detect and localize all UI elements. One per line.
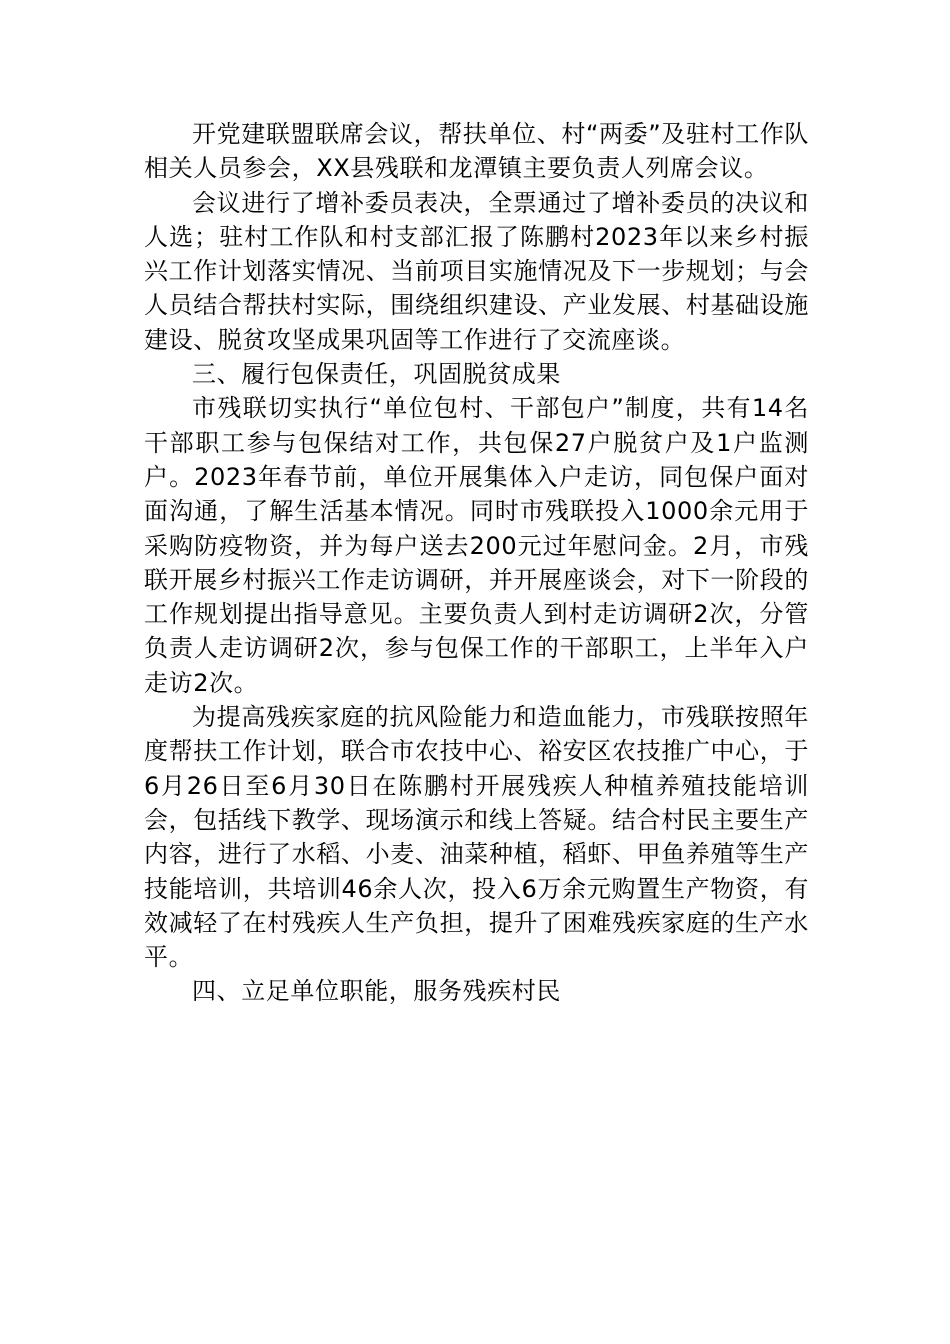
paragraph-training: 为提高残疾家庭的抗风险能力和造血能力，市残联按照年度帮扶工作计划，联合市农技中心、裕安区农技推广中心，于6月26日至6月30日在陈鹏村开展残疾人种植养殖技能培训会，包括线下教学、现场演示和线上答疑。结合村民主要生产内容，进行了水稻、小麦、油菜种植，稻虾、甲鱼养殖等生产技能培训，共培训46余人次，投入6万余元购置生产物资，有效减轻了在村残疾人生产负担，提升了困难残疾家庭的生产水平。 — [144, 703, 809, 972]
section-heading-4: 四、立足单位职能，服务残疾村民 — [192, 977, 561, 1006]
paragraph-continuation: 开党建联盟联席会议，帮扶单位、村“两委”及驻村工作队相关人员参会，XX县残联和龙潭镇主要负责人列席会议。 — [144, 120, 809, 183]
document-page — [144, 117, 809, 1009]
paragraph-responsibility: 市残联切实执行“单位包村、干部包户”制度，共有14名干部职工参与包保结对工作，共包保27户脱贫户及1户监测户。2023年春节前，单位开展集体入户走访，同包保户面对面沟通，了解生活基本情况。同时市残联投入1000余元用于采购防疫物资，并为每户送去200元过年慰问金。2月，市残联开展乡村振兴工作走访调研，并开展座谈会，对下一阶段的工作规划提出指导意见。主要负责人到村走访调研2次，分管负责人走访调研2次，参与包保工作的干部职工，上半年入户走访2次。 — [144, 394, 809, 697]
section-heading-3: 三、履行包保责任，巩固脱贫成果 — [192, 360, 561, 389]
paragraph-meeting-results: 会议进行了增补委员表决，全票通过了增补委员的决议和人选；驻村工作队和村支部汇报了陈鹏村2023年以来乡村振兴工作计划落实情况、当前项目实施情况及下一步规划；与会人员结合帮扶村实际，围绕组织建设、产业发展、村基础设施建设、脱贫攻坚成果巩固等工作进行了交流座谈。 — [144, 188, 809, 354]
